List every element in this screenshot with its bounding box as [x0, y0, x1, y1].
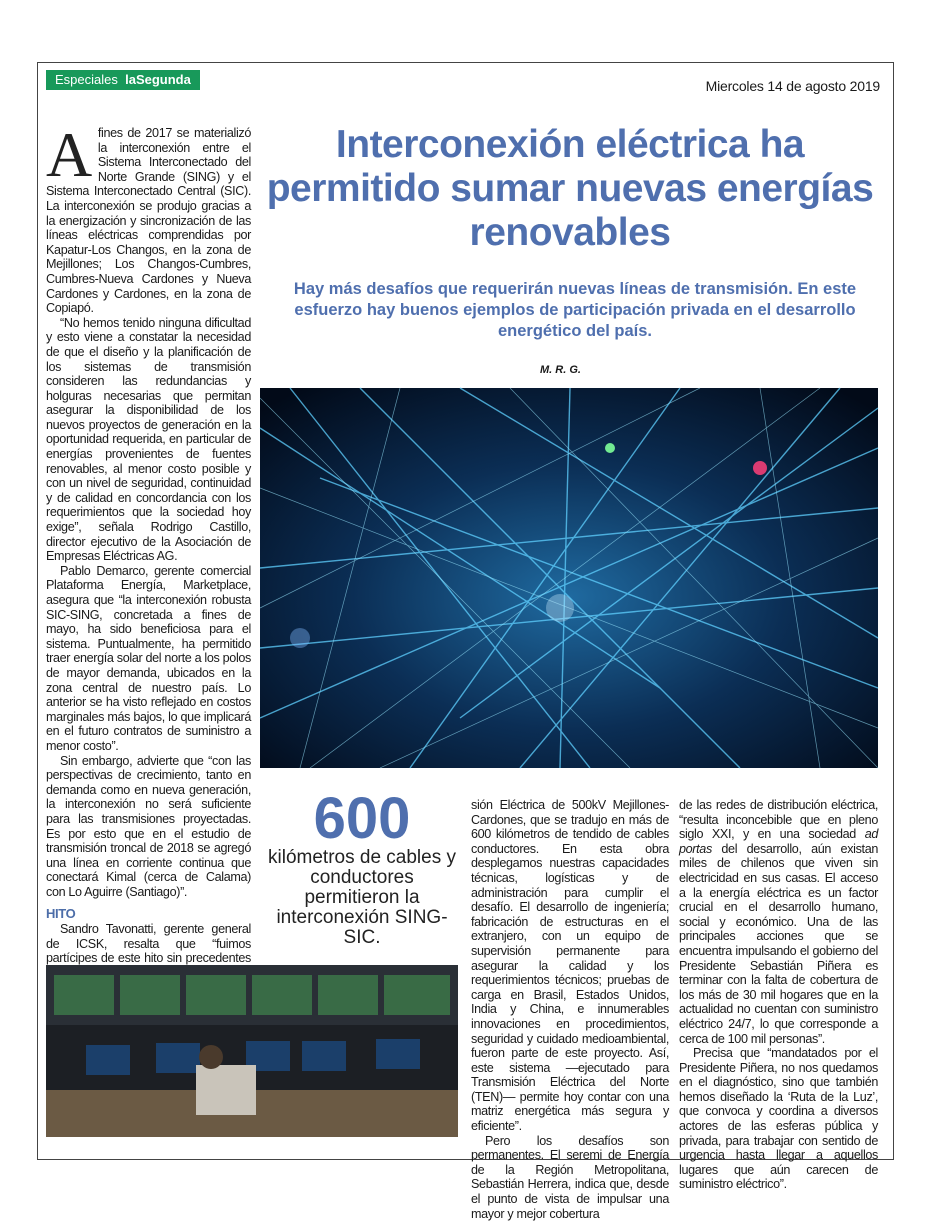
callout-number: 600	[313, 786, 411, 851]
column-4	[679, 798, 878, 1192]
byline: M. R. G.	[540, 364, 581, 376]
lead-paragraph: Afines de 2017 se materializó la interconexión entre el Sistema Interconectado del Norte Grande (SING) y el Sistema Interconectado Central (SIC). La interconexión se produjo gracias a la energización y sincronización de las líneas eléctricas comprendidas por Kapatur-Los Changos, en la zona de Mejillones; Los Changos-Cumbres, Cumbres-Nueva Cardones y Nueva Cardones y Cardones, en la zona de Copiapó.	[46, 119, 251, 316]
control-room-image	[46, 965, 458, 1137]
callout-text: kilómetros de cables y conductores permitieron la interconexión SING-SIC.	[268, 847, 456, 948]
network-lines-photo	[260, 388, 878, 768]
column-1	[46, 119, 251, 1024]
paragraph: de las redes de distribución eléctrica, “resulta inconcebible que en pleno siglo XXI, y en una sociedad ad portas del desarrollo, aún existan miles de chilenos que viven sin electricidad en sus casas. El acceso a la energía eléctrica es un factor crucial en el desarrollo humano, social y económico. Una de las principales acciones que se encuentra impulsando el gobierno del Presidente Sebastián Piñera es terminar con la falta de cobertura de los más de 30 mil hogares que en la actualidad no cuentan con suministro eléctrico 24/7, lo que corresponde a cerca de 100 mil personas”.	[679, 798, 878, 1046]
paper-name: laSegunda	[125, 72, 191, 87]
section-banner	[46, 70, 200, 90]
drop-cap: A	[46, 119, 92, 190]
network-lines-image	[260, 388, 878, 768]
paragraph: “No hemos tenido ninguna dificultad y esto viene a constatar la necesidad de que el diseño y la planificación de los sistemas de transmisión consideren las redundancias y holguras necesarias que permitan asegurar la disponibilidad de los nuevos proyectos de generación en la oportunidad requerida, en particular de energías provenientes de fuentes renovables, al menor costo posible y con un nivel de seguridad, continuidad y de calidad en concordancia con los requerimientos que la sociedad hoy exige”, señala Rodrigo Castillo, director ejecutivo de la Asociación de Empresas Eléctricas AG.	[46, 315, 251, 564]
paragraph: Pablo Demarco, gerente comercial Plataforma Energía, Marketplace, asegura que “la interconexión robusta SIC-SING, concretada a fines de mayo, ha sido beneficiosa para el sistema. Puntualmente, ha permitido traer energía solar del norte a los polos de mayor demanda, ubicados en la zona central de nuestro país. Lo anterior se ha visto reflejado en costos marginales más bajos, lo que implicará en el futuro contratos de suministro a menor costo”.	[46, 563, 251, 753]
deck: Hay más desafíos que requerirán nuevas líneas de transmisión. En este esfuerzo hay buenos ejemplos de participación privada en el desarrollo energético del país.	[293, 280, 857, 340]
paragraph: Pero los desafíos son permanentes. El seremi de Energía de la Región Metropolitana, Sebastián Herrera, indica que, desde el punto de vista de impulsar una mayor y mejor cobertura	[471, 1133, 669, 1221]
paragraph: Sin embargo, advierte que “con las perspectivas de crecimiento, tanto en demanda como en nueva generación, la interconexión no será suficiente para las transmisiones proyectadas. Es por esto que en el estudio de transmisión troncal de 2018 se agregó una línea en corriente continua que conectará Kimal (cerca de Calama) con Lo Aguirre (Santiago)”.	[46, 753, 251, 899]
column-3	[471, 798, 669, 1221]
section-label: Especiales	[55, 72, 118, 87]
paragraph: Precisa que “mandatados por el Presidente Piñera, no nos quedamos en el diagnóstico, sino que también hemos diseñado la ‘Ruta de la Luz’, que convoca y coordina a diversos actores de las esferas pública y privada, para trabajar con sentido de urgencia hasta llegar a aquellos lugares que aún carecen de suministro eléctrico”.	[679, 1046, 878, 1192]
subhead: HITO	[46, 906, 76, 922]
issue-date: Miercoles 14 de agosto 2019	[705, 78, 880, 94]
headline: Interconexión eléctrica ha permitido sumar nuevas energías renovables	[266, 123, 874, 254]
paragraph: sión Eléctrica de 500kV Mejillones-Cardones, que se tradujo en más de 600 kilómetros de tendido de cables conductores. En esta obra desplegamos nuestras capacidades técnicas, logísticas y de administración para cumplir el desafío. El desarrollo de ingeniería; fabricación de estructuras en el extranjero, con un equipo de supervisión permanente para asegurar la calidad y los requerimientos técnicos; pruebas de carga en Brasil, Estados Unidos, India y China, e innumerables innovaciones en procedimientos, seguridad y cuidado medioambiental, fueron parte de este proyecto. Así, este sistema —ejecutado para Transmisión Eléctrica del Norte (TEN)— permite hoy contar con una matriz energética más segura y eficiente”.	[471, 798, 669, 1134]
paragraph: Sandro Tavonatti, gerente general de ICSK, resalta que “fuimos partícipes de este hito sin precedentes	[46, 922, 251, 966]
control-room-photo	[46, 965, 458, 1137]
callout	[262, 786, 462, 948]
